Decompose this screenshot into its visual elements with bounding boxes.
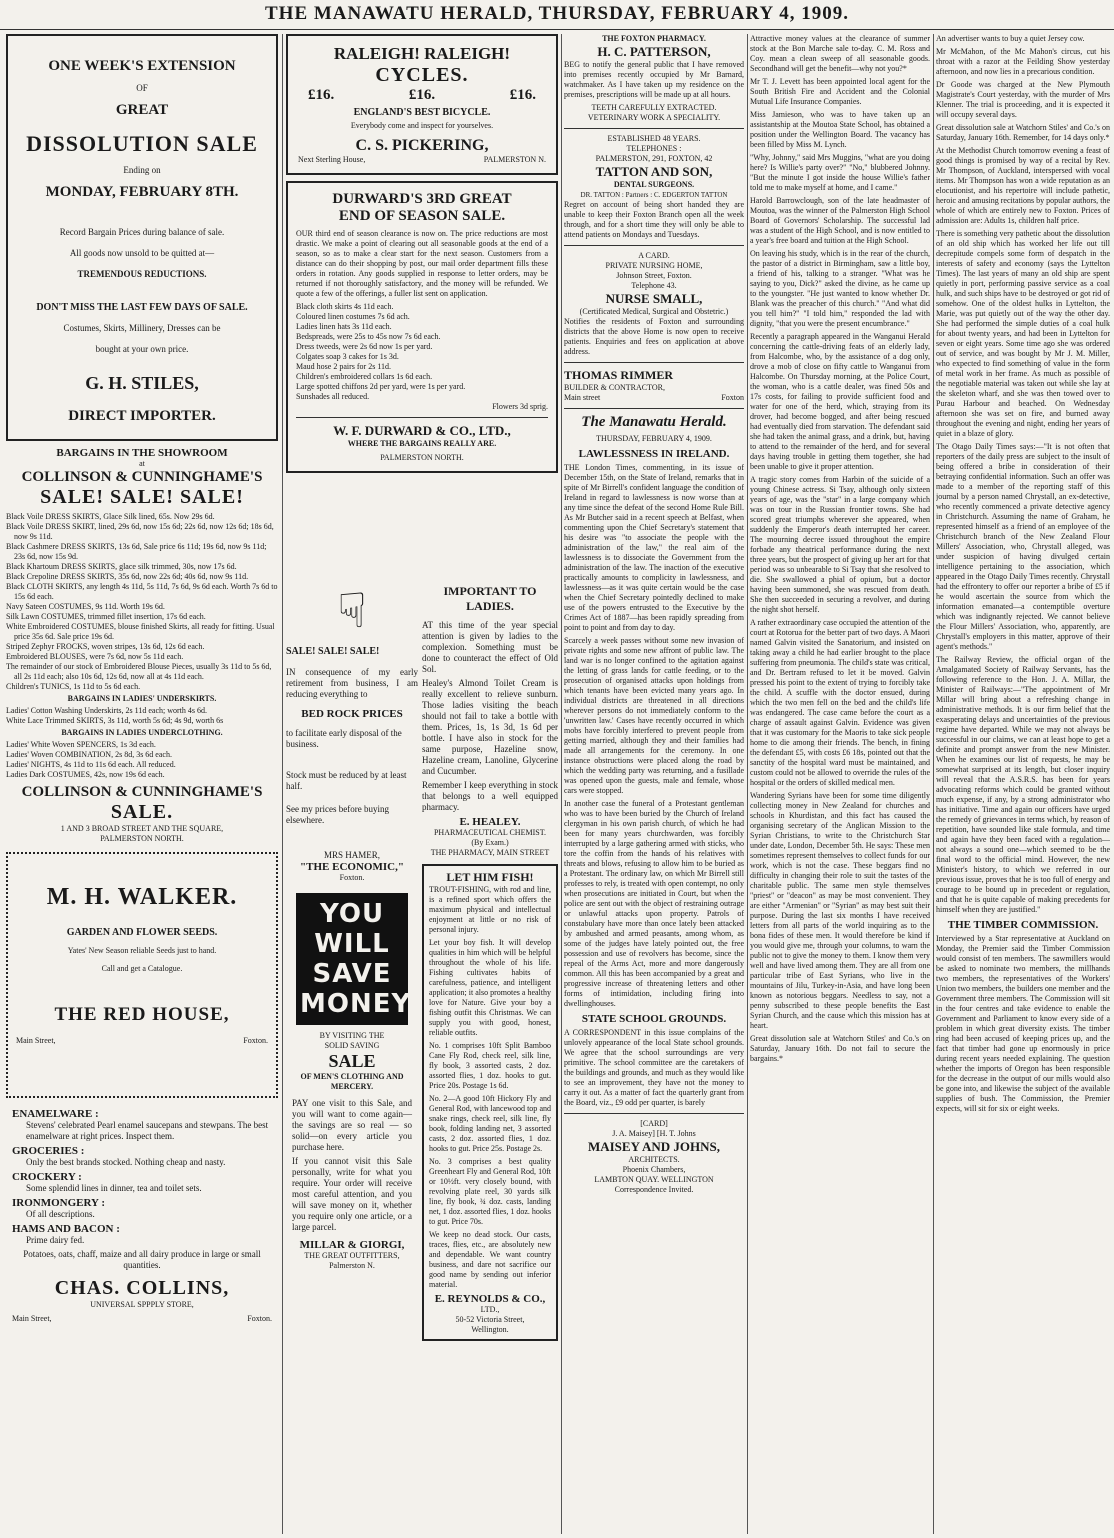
hamer-p5: See my prices before buying elsewhere. [286, 804, 389, 825]
col6-p8: A tragic story comes from Harbin of the suicide of a young Chinese actress. Si Tsay, although only sixteen years of age, was the "star" in a large company which was on tour in the Russian frontier towns. She had scored great triumphs wherever she appeared, when suddenly the Emperor's death interrupted her career. The mourning decree issued throughout the empire forbade any theatrical performance during the next three years, but the prospect of giving up her art for that period was so unbearable to Si Tsay that she resolved to die. She swallowed a phial of opium, but a doctor having been summoned, she was rescued from death. She then succeeded in securing a revolver, and during the night shot herself. [750, 475, 930, 614]
col6-p9: A rather extraordinary case occupied the attention of the court at Rotorua for the better part of two days. A Maori named Galvin visited the Sanatorium, and insisted on taking away a child he had earlier brought to the place suffering from pneumonia. The child's state was critical, and Dr. Bertram refused to let it be moved. Galvin pressed his point to the extent of trying to forcibly take the child. A scuffle with the doctor ensued, during which the two men fell on the bed and the child's life was endangered. The case came before the court as a charge of assault against Galvin. Evidence was given that it was customary for the Maoris to take sick people home to die among their friends. The bench, in fining the defendant £5, with costs £6 18s, pointed out that the sanctity of the hospital ward must be maintained, and custom could not be allowed to override the rules of the hospital or the orders of skilled medical men. [750, 618, 930, 787]
walker-line3: Call and get a Catalogue. [101, 964, 183, 973]
reynolds-p5: No. 3 comprises a best quality Greenheart Fly and General Rod, 10ft or 10½ft. very closely bound, with revolving plate reel, 30 yards silk line, fly book, ¾ doz. casts, landing net, 1 doz. assorted flies, 1 doz. hooks to gut. Price 70s. [429, 1157, 551, 1226]
col6-p3: Miss Jamieson, who was to have taken up an assistantship at the Moutoa State School, has obtained a position under the Wellington Board. The vacancy has been filled by Miss M. Lynch. [750, 110, 930, 149]
nurse-home: PRIVATE NURSING HOME, [605, 261, 703, 270]
nurse-card: A CARD. [638, 251, 670, 260]
patterson-name: H. C. PATTERSON, [597, 44, 711, 59]
stiles-line8: All goods now unsold to be quitted at— [69, 248, 215, 258]
collins-store: UNIVERSAL SPPPLY STORE, [90, 1300, 194, 1309]
hamer-p1: IN consequence of my early retirement from business, I am reducing everything to [286, 667, 418, 699]
collins-crock-head: CROCKERY : [12, 1171, 82, 1183]
collinson-item: White Embroidered COSTUMES, blouse finished Skirts, all ready for fitting. Usual price 35s 6d. Sale price 19s 6d. [6, 622, 275, 641]
editorial-p2: Scarcely a week passes without some new invasion of private rights and some new affront of public law. The land war is no longer confined to the agitation against the letting of grass lands for cattle feeding, or to the prosecution of organised attacks upon holdings from which tenants have been evicted many years ago. In individual districts are threatened in all directions wherever persons do not immediately conform to the 'unwritten law.' Cases have recently occurred in which mobs have forcibly interfered to prevent people from getting married, although they and their families had made all arrangements for the ceremony. In one instance obstructions were placed along the road by which the wedding party was returning, and a fusillade was opened upon the guests, male and female, whose cars were stopped. [564, 636, 744, 795]
nurse-name: NURSE SMALL, [605, 291, 703, 306]
column-1 [6, 34, 278, 1534]
col7-p2: Mr McMahon, of the Mc Mahon's circus, cut his throat with a razor at the Feilding Show yesterday afternoon, and now lies in a precarious condition. [936, 47, 1110, 76]
collinson-name: COLLINSON & CUNNINGHAME'S [21, 469, 263, 485]
patterson-p2: TEETH CAREFULLY EXTRACTED. [591, 103, 717, 112]
durward-item: Colgates soap 3 cakes for 1s 3d. [296, 352, 399, 361]
stiles-line5: Ending on [123, 165, 161, 175]
healey-head2: LADIES. [466, 599, 514, 613]
nurse-tel: Telephone 43. [631, 281, 677, 290]
rimmer-trade: BUILDER & CONTRACTOR, [564, 383, 665, 392]
healey-title: PHARMACEUTICAL CHEMIST. [433, 828, 546, 837]
col6-p2: Mr T. J. Levett has been appointed local agent for the South British Fire and Accident and the Colonial Mutual Life Insurance Companies. [750, 77, 930, 106]
walker-line1: GARDEN AND FLOWER SEEDS. [66, 927, 218, 938]
walker-street: Main Street, [16, 1036, 56, 1045]
collinson-item: Embroidered BLOUSES, were 7s 6d, now 5s 11d each. [6, 652, 184, 661]
maisey-card: [CARD] [640, 1119, 668, 1128]
pickering-price: £16. [509, 87, 536, 103]
collinson-items3 [6, 740, 278, 780]
collins-potatoes: Potatoes, oats, chaff, maize and all dairy produce in large or small quantities. [23, 1249, 261, 1270]
collins-groc-head: GROCERIES : [12, 1145, 85, 1157]
col7-p5: At the Methodist Church tomorrow evening a feast of good things is promised by way of a recital by Rev. Mr Thompson, of Auckland, interspersed with vocal items. Mr Thompson has won a wide reputation as an elocutionist, and his repertoire will include pathetic, heroic and amusing recitations by popular authors, the whole of which are entirely new to Foxton. Prices of admission are: Adults 1s, children half price. [936, 146, 1110, 225]
patterson-p1: BEG to notify the general public that I have removed into premises recently occupied by Mr Barnard, watchmaker. As I have taken up my residence on the premises, prescriptions will be made up at all hours. [564, 60, 744, 99]
tatton-partners: DR. TATTON : Partners : C. EDGERTON TATTON [580, 191, 728, 199]
col7-p4: Great dissolution sale at Watchorn Stiles' and Co.'s on Saturday, January 16th. Remember, for 14 days only.* [936, 123, 1110, 142]
nurse-street: Johnson Street, Foxton. [616, 271, 692, 280]
collinson-item: Silk Lawn COSTUMES, trimmed fillet insertion, 17s 6d each. [6, 612, 206, 621]
rimmer-street: Main street [564, 393, 601, 402]
healey-p3: Remember I keep everything in stock that belongs to a well equipped pharmacy. [422, 780, 558, 812]
collins-iron: Of all descriptions. [26, 1209, 95, 1219]
millar-l1: BY VISITING THE [319, 1031, 385, 1040]
columns-2-3-top [286, 34, 558, 574]
collinson-sale2: SALE. [110, 801, 174, 823]
reynolds-p2: Let your boy fish. It will develop qualities in him which will be helpful throughout the whole of his life. Fishing cultivates habits of carefulness, patience, and intelligent application; it also promotes a healthy love for Nature. Give your boy a fishing outfit this Christmas. We can supply you with good, honest, reliable outfits. [429, 938, 551, 1037]
collinson-city: PALMERSTON NORTH. [100, 834, 184, 843]
stiles-line1: ONE WEEK'S EXTENSION [48, 58, 236, 74]
stiles-line7: Record Bargain Prices during balance of sale. [59, 227, 225, 237]
col6-p10: Wandering Syrians have been for some time diligently collecting money in New Zealand for churches and schools in Khurdistan, and this fact has caused the organising secretary of the Anglican Mission to the Syrian Christians, to write to the Christchurch Star under date, London, December 5th. He says: These men sometimes represent themselves to collect funds for our work, which is not the case. These beggars find no difficulty in changing their role to suit the tastes of the charitable public. The same men style themselves "priest" or "deacon" as may be most convenient. They are either "Armenian" or "Syrian" as may best suit their purpose. During the last six months I have received letters from all parts of the world inquiring as to the bona fides of these men. It would therefore be kind if you would give me, through your columns, to warn the public not to give the money to them. I know them very well and have lived among them. They are all from one particular tribe of East Syrians, who live in the mountains of Jilu, Turkey-in-Asia, and have long been known as notorious beggars. Needless to say, not a penny subscribed to these people benefits the East Syrian Church, and the cause which this mission has at heart. [750, 791, 930, 1030]
pointing-hand-icon: ☟ [337, 585, 367, 638]
durward-items [296, 302, 548, 402]
hamer-p4: Stock must be reduced by at least half. [286, 770, 407, 791]
tatton-est: ESTABLISHED 48 YEARS. [607, 134, 701, 143]
durward-item: Maud hose 2 pairs for 2s 11d. [296, 362, 392, 371]
collinson-item: Ladies' White Woven SPENCERS, 1s 3d each. [6, 740, 156, 749]
banner-word: YOU [319, 899, 385, 929]
millar-p2: If you cannot visit this Sale personally, write for what you require. Your order will receive most careful attention, and you will save money on it, whether you require only one article, or a large parcel. [292, 1156, 412, 1232]
editorial-p1: THE London Times, commenting, in its issue of December 15th, on the State of Ireland, remarks that in spite of Mr Birrell's confident language the condition of Ireland in regard to lawlessness is now worse than at any time since the defeat of the second Home Rule Bill. As Mr Butcher said in a recent speech at Belfast, when commenting upon the Chief Secretary's statement that his desire was "to associate the people with the administration of the law," the real aim of the lawlessness is to dissociate the Government from the administration of the law. The inaction of the executive practically amounts to complicity in lawlessness, and lawlessness—as it was quite certain would be the case when the Chief Secretary pointedly declined to make use of the powers entrusted to the Executive by the Crimes Act of 1887—has been rapidly spreading from point to point and from day to day. [564, 463, 744, 632]
column-4 [564, 34, 744, 1534]
patterson-p3: VETERINARY WORK A SPECIALITY. [587, 113, 721, 122]
col6-p7: Recently a paragraph appeared in the Wanganui Herald concerning the cattle-driving feats of an elderly lady, from Halcombe, who, by the assistance of a dog only, drove a mob of close on fifty cattle to Wanganui from Halcombe. On Thursday morning, at the Police Court, the woman, who is a cattle dealer, was fined 50s and 17s costs, for failing to provide sufficient food and water for one of the herd, which, straying from its drover, had become bogged, and after being rescued had eventually died from starvation. The defendant said she had taken the animal grass, and a drink, but, having to attend to the remainder of the herd, and for several days having trouble in getting them together, she had been unable to give it proper attention. [750, 332, 930, 471]
collinson-item: Black Voile DRESS SKIRT, lined, 29s 6d, now 15s 6d; 22s 6d, now 12s 6d; 18s 6d, now 9s 11d. [6, 522, 274, 541]
collins-enamel: Stevens' celebrated Pearl enamel saucepans and stewpans. The best enamelware at right prices. Inspect them. [26, 1120, 269, 1141]
col7-p1: An advertiser wants to buy a quiet Jersey cow. [936, 34, 1085, 43]
reynolds-addr: 50-52 Victoria Street, [455, 1315, 525, 1324]
healey-name: E. HEALEY. [459, 816, 521, 828]
pickering-line1: RALEIGH! RALEIGH! [333, 44, 511, 63]
collinson-items2 [6, 706, 278, 726]
collinson-item: Black Voile DRESS SKIRTS, Glace Silk lined, 65s. Now 29s 6d. [6, 512, 215, 521]
healey-p2: Healey's Almond Toilet Cream is really excellent to relieve sunburn. Those ladies visiting the beach should not fail to take a bottle with them. Prices, 1s, 1s 3d, 1s 6d per bottle. I have also in stock for the same purpose, Hazeline snow, Hazeline cream, Lanoline, Glycerine and Cucumber. [422, 678, 558, 776]
walker-house: THE RED HOUSE, [54, 1004, 230, 1025]
collinson-item: Black Khartoum DRESS SKIRTS, glace silk trimmed, 30s, now 17s 6d. [6, 562, 237, 571]
pickering-addr1: Next Sterling House, [298, 155, 366, 164]
collinson-name2: COLLINSON & CUNNINGHAME'S [21, 784, 263, 800]
collins-advert [6, 1104, 278, 1328]
pickering-line2: CYCLES. [375, 64, 469, 86]
collinson-head: BARGAINS IN THE SHOWROOM [56, 447, 228, 459]
millar-tag: THE GREAT OUTFITTERS, [304, 1251, 400, 1260]
maisey-addr2: LAMBTON QUAY. WELLINGTON [594, 1175, 714, 1184]
you-will-save-money-banner [296, 893, 412, 1025]
collinson-item: Black CLOTH SKIRTS, any length 4s 11d, 5s 11d, 7s 6d, 9s 6d each. Worth 7s 6d to 15s 6d each. [6, 582, 278, 601]
hamer-shop: "THE ECONOMIC," [300, 861, 404, 873]
banner-word: SAVE [312, 959, 392, 989]
maisey-trade: ARCHITECTS. [628, 1155, 680, 1164]
maisey-partners: J. A. Maisey] [H. T. Johns [612, 1129, 696, 1138]
col6-p4: "Why, Johnny," said Mrs Muggins, "what are you doing here? Is Willie's party over?" "No," blubbered Johnny. "But the minute I got inside the house Willie's father told me to make myself at home, and I came." [750, 153, 930, 192]
stiles-line10: DON'T MISS THE LAST FEW DAYS OF SALE. [36, 302, 248, 313]
stiles-line4: DISSOLUTION SALE [26, 131, 258, 156]
collins-street: Main Street, [12, 1314, 52, 1323]
nurse-cert: (Certificated Medical, Surgical and Obstetric.) [579, 307, 729, 316]
pickering-advert [286, 34, 558, 175]
walker-line2: Yates' New Season reliable Seeds just to hand. [67, 946, 217, 955]
banner-word: WILL [314, 929, 390, 959]
col7-head: THE TIMBER COMMISSION. [947, 919, 1099, 931]
column-7 [936, 34, 1110, 1534]
pickering-prices [298, 87, 546, 104]
collinson-items [6, 512, 278, 692]
stiles-line3: GREAT [115, 102, 169, 118]
tatton-body: Regret on account of being short handed they are unable to keep their Foxton Branch open all the week through, and for a short time they will only be able to attend patients on Mondays and Tuesdays. [564, 200, 744, 239]
pickering-addr2: PALMERSTON N. [483, 155, 546, 164]
col6-p1: Attractive money values at the clearance of summer stock at the Bon Marche sale to-day. C. M. Ross and Coy. mean a clean sweep of all seasonable goods. Secondhand will get the benefit—why not you?* [750, 34, 930, 73]
collins-crock: Some splendid lines in dinner, tea and toilet sets. [26, 1183, 202, 1193]
healey-p1: AT this time of the year special attention is given by ladies to the complexion. Something must be done to counteract the effect of Old Sol. [422, 620, 558, 674]
editorial-p3: In another case the funeral of a Protestant gentleman who was to have been buried by the Church of Ireland clergyman in his own parish church, of which he had been for many years churchwarden, was forcibly interrupted by a large gathering armed with sticks, who tore the coffin from the hands of his relatives with threats and blows, refusing to allow him to be buried as a Protestant. The ordinary law, on which Mr Birrell still professes to rely, is treated with open contempt, no only when prosecutions are initiated in Court, but when the police are sent out with the object of restraining outrage or unlawful attacks upon property. Patrols of constabulary have more than once lately been attacked by ambushed and armed peasants, among whom, as some of the judges have lately pointed out, the free possession and use of revolvers has become, since the repeal of the Arms Act, more and more dangerously common. All this has been accompanied by a great and progressive increase of threatening letters and other forms of intimidation, including firing into dwellinghouses. [564, 799, 744, 1008]
column-6 [750, 34, 930, 1534]
tatton-nums: PALMERSTON, 291, FOXTON, 42 [595, 154, 713, 163]
millar-l4: OF MEN'S CLOTHING AND MERCERY. [300, 1072, 404, 1091]
masthead: THE MANAWATU HERALD, THURSDAY, FEBRUARY 4, 1909. [0, 0, 1114, 30]
collinson-item: Children's TUNICS, 1s 11d to 5s 6d each. [6, 682, 141, 691]
durward-item: Coloured linen costumes 7s 6d ach. [296, 312, 410, 321]
patterson-head: THE FOXTON PHARMACY. [602, 34, 706, 43]
column-rule [933, 34, 934, 1534]
durward-advert [286, 181, 558, 473]
maisey-note: Correspondence Invited. [614, 1185, 694, 1194]
nurse-body: Notifies the residents of Foxton and surrounding districts that the above Home is now open to receive patients. Enquiries and fees on application at above address. [564, 317, 744, 356]
pickering-line3: ENGLAND'S BEST BICYCLE. [353, 107, 491, 118]
collinson-item: White Lace Trimmed SKIRTS, 3s 11d, worth 5s 6d; 4s 9d, worth 6s [6, 716, 224, 725]
durward-slogan: WHERE THE BARGAINS REALLY ARE. [347, 439, 497, 448]
durward-name: W. F. DURWARD & CO., LTD., [333, 423, 511, 438]
millar-city: Palmerston N. [329, 1261, 375, 1270]
stiles-line11: Costumes, Skirts, Millinery, Dresses can be [63, 323, 221, 333]
col7-p3: Dr Goode was charged at the New Plymouth Magistrate's Court yesterday, with the murder of Mrs Klenner. The trial is proceeding, and it is expected it will occupy several days. [936, 80, 1110, 119]
stiles-line9: TREMENDOUS REDUCTIONS. [77, 269, 207, 279]
durward-item: Sunshades all reduced. [296, 392, 370, 401]
editorial-head2: STATE SCHOOL GROUNDS. [581, 1013, 727, 1025]
collins-town: Foxton. [247, 1314, 272, 1323]
pickering-price: £16. [308, 87, 335, 103]
reynolds-p6: We keep no dead stock. Our casts, traces, flies, etc., are absolutely new and dependable. We want country business, and dare not sacrifice our good name by sending out inferior material. [429, 1230, 551, 1289]
collinson-item: Ladies' Woven COMBINATION, 2s 8d, 3s 6d each. [6, 750, 172, 759]
collins-iron-head: IRONMONGERY : [12, 1197, 106, 1209]
reynolds-ltd: LTD., [480, 1305, 500, 1314]
healey-exam: (By Exam.) [471, 838, 509, 847]
collinson-item: Black Cashmere DRESS SKIRTS, 13s 6d, Sale price 6s 11d; 19s 6d, now 9s 11d; 23s 6d, now 15s 9d. [6, 542, 267, 561]
durward-item: Black cloth skirts 4s 11d each. [296, 302, 394, 311]
stiles-line2: OF [136, 83, 148, 93]
hamer-p2: BED ROCK PRICES [301, 708, 403, 720]
column-3 [422, 578, 558, 1534]
collinson-item: Striped Zephyr FROCKS, woven stripes, 13s 6d, 12s 6d each. [6, 642, 205, 651]
col7-p9: Interviewed by a Star representative at Auckland on Monday, the Premier said the Timber Commission would consist of ten members. The sawmillers would be asked to nominate two members, the millhands two members, the representatives of the Workers' Union two members, the builders one member and the Government three members. The Commission will sit in the four centres and take evidence to enable the Government and Parliament to know every side of a problem in which great diversity exists. The timber ring had been accused of keeping prices up, and the fact that timber had gone up enormously in price during recent years needed explaining. The question whether the imports of Oregon has been responsible for the decrease in the output of our mills would also be gone into, and likewise the subject of the available supplies of bush. The Commission, the Premier expects, will sit for six or eight weeks. [936, 934, 1110, 1113]
editorial-head: LAWLESSNESS IN IRELAND. [578, 448, 730, 460]
collinson-sale: SALE! SALE! SALE! [40, 486, 244, 508]
collinson-item: Black Crepoline DRESS SKIRTS, 35s 6d, now 22s 6d; 40s 6d, now 9s 11d. [6, 572, 249, 581]
rimmer-name: THOMAS RIMMER [564, 368, 673, 382]
reynolds-city: Wellington. [471, 1325, 509, 1334]
collinson-advert [6, 447, 278, 844]
pickering-line4: Everybody come and inspect for yourselves. [350, 121, 494, 130]
durward-head1: DURWARD'S 3RD GREAT [332, 191, 512, 207]
pickering-price: £16. [408, 87, 436, 103]
collinson-sub2: BARGAINS IN LADIES UNDERCLOTHING. [61, 728, 223, 737]
tatton-name: TATTON AND SON, [595, 164, 713, 179]
hamer-p3: to facilitate early disposal of the business. [286, 728, 402, 749]
collinson-item: Ladies' Cotton Washing Underskirts, 2s 11d each; worth 4s 6d. [6, 706, 207, 715]
millar-l3: SALE [328, 1051, 376, 1071]
millar-l2: SOLID SAVING [324, 1041, 380, 1050]
col7-p6: There is something very pathetic about the dissolution of an old ship which has worked her life out till decrepitude compels some form of despatch in the interests of safety and economy (says the Lyttelton Times). The last years of many an old ship are spent quietly in port, performing passive service as a coal hulk, and such ships have to be destroyed or got rid of somehow. One of the oldest hulks in Lyttelton, the Marie, was put quietly out of the way the other day. She had performed the simple duties of a coal hulk for about twenty years, and had been in Lyttelton for seven or eight years. Some time ago she was ordered out of service, and was bought by Mr J. M. Miller, who expected to find something of value in the form of metal work in her frame. As much as possible of the negotiable material was taken out while she lay at the skeleton wharf, and she was then towed over to Purau Harbour and beached. On Wednesday afternoon she was set on fire, and burned away throughout the evening and night, ending her years of quiet in a blaze of glory. [936, 229, 1110, 438]
reynolds-name: E. REYNOLDS & CO., [434, 1293, 546, 1305]
reynolds-advert [422, 864, 558, 1341]
durward-item: Children's embroidered collars 1s 6d each. [296, 372, 433, 381]
pickering-name: C. S. PICKERING, [355, 137, 489, 154]
banner-word: MONEY [300, 989, 412, 1019]
healey-head1: IMPORTANT TO [443, 584, 537, 598]
durward-head2: END OF SEASON SALE. [338, 208, 506, 224]
collins-groc: Only the best brands stocked. Nothing cheap and nasty. [26, 1157, 226, 1167]
walker-town: Foxton. [243, 1036, 268, 1045]
durward-item: Bedspreads, were 25s to 45s now 7s 6d each. [296, 332, 441, 341]
col7-p7: The Otago Daily Times says:—"It is not often that reporters of the daily press are subject to the insult of being offered a bribe in consideration of their betraying confidential information. Such an offer was made to a member of the reporting staff of this journal by a person named Chrystall, an ex-detective, who recently commenced a private detective agency in Christchurch. Assuming the name of Graham, he represented himself as a friend of an employee of the Christchurch branch of the New Zealand Flour Millers' Association, who, Chrystall alleged, was under suspicion of having divulged certain intelligence pertaining to the association, which appeared in the Otago Daily Times recently. Chrystall had the effrontery to offer our reporter a bribe of £5 if he would ascertain the source from which the information emanated—a contemptible overture which was indignantly rejected. We cannot believe the Flour Millers' Association, who, apparently, are Chrystall's employers in this matter, approve of their agent's methods." [936, 442, 1110, 651]
col6-p11: Great dissolution sale at Watchorn Stiles' and Co.'s on Saturday, January 16th. Do not fail to secure the bargains.* [750, 1034, 930, 1063]
stiles-title: DIRECT IMPORTER. [68, 408, 216, 424]
healey-addr: THE PHARMACY, MAIN STREET [430, 848, 550, 857]
reynolds-p4: No. 2—A good 10ft Hickory Fly and General Rod, with lancewood top and snake rings, check reel, silk line, fly book, folding landing net, 3 assorted casts, 2 doz. assorted flies, 1 doz. hooks to gut. Price 25s. Postage 2s. [429, 1094, 551, 1153]
maisey-name: MAISEY AND JOHNS, [587, 1139, 721, 1154]
millar-name: MILLAR & GIORGI, [299, 1239, 405, 1251]
walker-name: M. H. WALKER. [46, 884, 238, 910]
stiles-name: G. H. STILES, [85, 373, 199, 393]
collinson-item: Ladies' NIGHTS, 4s 11d to 11s 6d each. All reduced. [6, 760, 176, 769]
reynolds-p3: No. 1 comprises 10ft Split Bamboo Cane Fly Rod, check reel, silk line, fly book, 3 assorted casts, 2 doz. assorted flies, 1 doz. hooks to gut. Price 20s. Postage 1s 6d. [429, 1041, 551, 1090]
durward-item: Dress tweeds, were 2s 6d now 1s per yard. [296, 342, 433, 351]
tatton-tel: TELEPHONES : [626, 144, 682, 153]
hamer-name: MRS HAMER, [323, 850, 380, 860]
durward-body: OUR third end of season clearance is now on. The price reductions are most drastic. We make a point of clearing out all seasonable goods at the end of a season, so as to make a clear start for the next season. Customers from a distance can do their shopping by post, our mail order department fills these orders in rotation. Any goods supplied in response to letter orders, may be returned if not thoroughly satisfactory, and the money will be refunded. We quote a few of the offerings, a fuller list sent on application. [296, 229, 548, 298]
durward-item: Ladies linen hats 3s 11d each. [296, 322, 392, 331]
collins-enamel-head: ENAMELWARE : [12, 1108, 99, 1120]
reynolds-head: LET HIM FISH! [446, 870, 534, 884]
tatton-sub: DENTAL SURGEONS. [613, 180, 695, 189]
millar-p1: PAY one visit to this Sale, and you will want to come again—the savings are so real — so solid—on every article you purchase here. [292, 1098, 412, 1152]
column-rule [561, 34, 562, 1534]
collinson-addr: 1 AND 3 BROAD STREET AND THE SQUARE, [60, 824, 224, 833]
collinson-item: The remainder of our stock of Embroidered Blouse Pieces, usually 3s 11d to 5s 6d, all 2s 11d each; also 10s 6d, 12s 6d, now all at 4s 11d each. [6, 662, 272, 681]
collins-hams-head: HAMS AND BACON : [12, 1223, 120, 1235]
durward-item: Large spotted chiffons 2d per yard, were 1s per yard. [296, 382, 466, 391]
durward-city: PALMERSTON NORTH. [380, 453, 464, 462]
stiles-line6: MONDAY, FEBRUARY 8TH. [45, 184, 239, 200]
editorial-date: THURSDAY, FEBRUARY 4, 1909. [596, 434, 712, 443]
stiles-line12: bought at your own price. [95, 344, 189, 354]
rimmer-town: Foxton [721, 393, 744, 402]
col7-p8: The Railway Review, the official organ of the Amalgamated Society of Railway Servants, has the following reference to the Hon. J. A. Millar, the Minister of Railways:—"The appointment of Mr Millar will bring about a refreshing change in administrative methods. It is our firm belief that the exasperating delays and uncertainties of the previous regime have departed. While we may not always be successful in our claims, we can at least hope to get a definite and prompt answer from the new Minister. When he examines our list of requests, he may be somewhat surprised at its length, but closer inquiry will reveal that the A.S.R.S. has been for years advocating reforms which could be granted without much expense, if any, by a strong administrator who has initiative. Time and again our officers have urged the remedy of grievances in terms which, by reason of repetition, have sounded like stale formula, and time and again have they been faced with a regulation—not always a sound one—which seemed to be the final word to the official mind. However, the new Minister's history, to which we referred in our previous issue, proves that he is too full of energy and courage to be bound up in precedent or regulation, and that he is quite capable of making precedents for himself when they are justified." [936, 655, 1110, 914]
collinson-at: at [139, 459, 145, 468]
maisey-addr1: Phoenix Chambers, [622, 1165, 686, 1174]
stiles-advert [6, 34, 278, 441]
collins-name: CHAS. COLLINS, [54, 1277, 230, 1299]
column-rule [282, 34, 283, 1534]
collins-hams: Prime dairy fed. [26, 1235, 85, 1245]
collinson-item: Ladies Dark COSTUMES, 42s, now 19s 6d each. [6, 770, 165, 779]
walker-advert [6, 852, 278, 1098]
hamer-sale: SALE! SALE! SALE! [286, 646, 380, 657]
hamer-town: Foxton. [339, 873, 365, 882]
durward-flowers: Flowers 3d sprig. [492, 402, 548, 411]
col6-p5: Harold Barrowclough, son of the late headmaster of Moutoa, was the winner of the Palmerston High School Board of Governors' Scholarship. The successful lad was a student of the High School, and is now entitled to a year's free board and tuition at the High School. [750, 196, 930, 245]
editorial-p4: A CORRESPONDENT in this issue complains of the unlovely appearance of the local State school grounds. We agree that the school surroundings are very primitive. The school committee are the caretakers of the buildings and grounds, and much as they would like to see an improvement, they have not the money to carry it out. As a matter of fact the quarterly grant from the Board, viz., £9 odd per quarter, is barely [564, 1028, 744, 1107]
col6-p6: On leaving his study, which is in the rear of the church, the pastor of a district in Birmingham, saw a little boy, a friend of his, talking to a stranger. "What was he saying to you, Dick?" asked the divine, as he came up to the youngster. "He just wanted to know whether Dr. Blank was the preacher of this church." "And what did you tell him?" "I told him," responded the lad with dignity, "that you were the present encumbrance." [750, 249, 930, 328]
column-2 [286, 578, 418, 1534]
collinson-item: Navy Sateen COSTUMES, 9s 11d. Worth 19s 6d. [6, 602, 165, 611]
paper-title: The Manawatu Herald. [581, 414, 727, 430]
collinson-sub1: BARGAINS IN LADIES' UNDERSKIRTS. [67, 694, 217, 703]
column-rule [747, 34, 748, 1534]
reynolds-p1: TROUT-FISHING, with rod and line, is a refined sport which offers the maximum physical and intellectual enjoyment at little or no risk of personal injury. [429, 885, 551, 934]
